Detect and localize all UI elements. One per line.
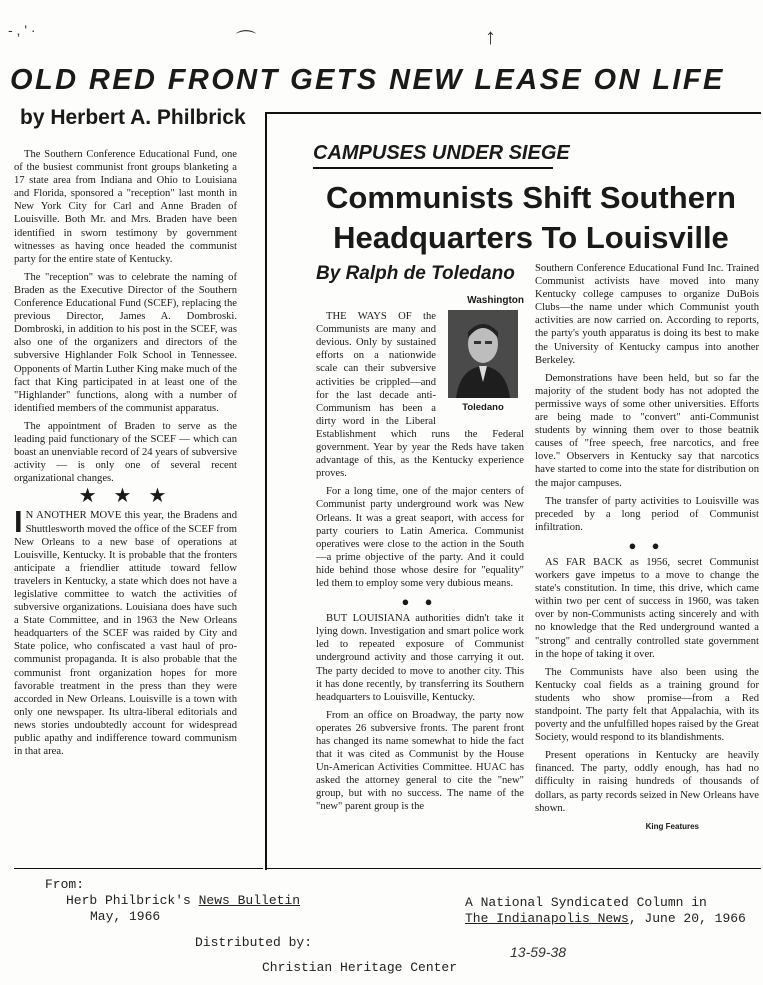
middle-paragraph-1: THE WAYS OF the Communists are many and devious. Only by sustained efforts on a nationwide scale can their subversive activities be crippled—and for the last decade anti-Communism has been a dirty word in the Liberal Establishment which runs the Federal government. Year by year the Reds have taken advantage of this, as the Kentucky experience proves. — [316, 311, 524, 480]
drop-cap: I — [14, 504, 23, 540]
left-paragraph-1: The Southern Conference Educational Fund, one of the busiest communist front groups blanketing a 17 state area from Indiana and Ohio to Louisiana and Florida, sponsored a "reception" last month in New York City for Carl and Anne Braden of Louisville. Both Mr. and Mrs. Braden have been identified in sworn testimony by government witnesses as having once headed the communist party for the entire state of Kentucky. — [14, 149, 237, 265]
stray-mark-b: ↑ — [485, 24, 496, 49]
paper-date: , June 20, 1966 — [628, 911, 746, 926]
footer-rule-right — [265, 868, 761, 869]
handwritten-file-number: 13-59-38 — [510, 944, 567, 960]
middle-paragraph-2: For a long time, one of the major centers of Communist party underground work was New Orleans. It was a great seaport, with access for party couriers to Latin America. Communist operatives were close to the action in the South—a prime objective of the party. And it could hide behind those whose desire for "equality" led them to employ some very dubious means. — [316, 486, 524, 589]
section-stars: ★ ★ ★ — [78, 485, 173, 508]
syndicate-credit: King Features — [645, 821, 699, 831]
middle-paragraph-4: From an office on Broadway, the party now operates 26 subversive fronts. The parent front has changed its name somewhat to hide the fact that it was cited as Communist by the House Un-American Activities Committee. HUAC has asked the attorney general to cite the "new" group, but with no success. The name of the "new" parent group is the — [316, 709, 524, 813]
kicker-heading: CAMPUSES UNDER SIEGE — [313, 142, 570, 164]
bulletin-line — [66, 893, 300, 908]
toledano-byline: By Ralph de Toledano — [316, 263, 515, 284]
section-dots-2: ● ● — [628, 537, 666, 553]
article-title-line-1: Communists Shift Southern — [326, 180, 736, 215]
article-title — [300, 178, 762, 258]
left-paragraph-2: The "reception" was to celebrate the naming of Braden as the Executive Director of the Southern Conference Educational Fund (SCEF), replacing the previous Director, James A. Dombroski. Dombroski, in addition to his post in the SCEF, was also one of the organizers and directors of the subversive Highlander Folk School in Tennessee. Opponents of Martin Luther King make much of the fact that King participated in at least one of the "Highlander" functions, along with a number of identified members of the communist apparatus. — [14, 271, 237, 414]
distributed-label: Distributed by: — [195, 935, 313, 950]
stray-mark-a: ⌒ — [236, 30, 256, 52]
footer-rule-left — [14, 868, 263, 869]
middle-paragraph-3: BUT LOUISIANA authorities didn't take it lying down. Investigation and smart police work led to repeated exposure of Communist underground activity and those carrying it out. The party decided to move to another city. This it has done recently, by transferring its Southern headquarters to Louisville, Kentucky. — [316, 613, 524, 703]
author-photo — [442, 310, 524, 414]
paper-name: The Indianapolis News — [465, 911, 629, 926]
right-paragraph-5: The Communists have also been using the Kentucky coal fields as a training ground for students who show promise—from a Red standpoint. The party felt that Appalachia, with its poverty and the unfulfilled hopes raised by the Great Society, would respond to its blandishments. — [535, 666, 759, 744]
bulletin-name: News Bulletin — [198, 893, 301, 908]
dateline: Washington — [467, 295, 524, 306]
right-paragraph-1: Southern Conference Educational Fund Inc. Trained Communist activists have moved into many Kentucky college campuses to organize DuBois Clubs—the name under which Communist youth activities are now carried on. According to reports, the party's youth apparatus is doing its best to make the University of Kentucky campus into another Berkeley. — [535, 263, 759, 366]
right-paragraph-3: The transfer of party activities to Louisville was preceded by a long period of Communist infiltration. — [535, 495, 759, 533]
top-rule — [265, 112, 761, 114]
bulletin-date: May, 1966 — [90, 909, 161, 924]
from-label: From: — [45, 877, 85, 892]
paper-line — [465, 911, 746, 926]
kicker-underline — [313, 167, 553, 169]
left-paragraph-4-text: N ANOTHER MOVE this year, the Bradens and Shuttlesworth moved the office of the SCEF from New Orleans to a new base of operations at Louisville, Kentucky. It is probable that the fronters anticipate a friendlier attitude toward fellow travelers in Kentucky, a state which does not have a legislative committee to watch the activities of subversive organizations. Louisiana does have such a State Committee, and in 1963 the New Orleans headquarters of the SCEF was raided by City and State police, who confiscated a vast haul of pro-communist propaganda. It is also probable that the communist front organization hopes for more favorable treatment in the press than they were accorded in New Orleans. Louisville is a town with only one newspaper. Its ultra-liberal editorials and news stories undoubtedly account for widespread public apathy and indifference toward communism in that area. — [14, 510, 237, 758]
left-paragraph-3: The appointment of Braden to serve as the leading paid functionary of the SCEF — which can boast an unenviable record of 24 years of subversive activity — is only one of several recent organizational changes. — [14, 420, 237, 485]
left-paragraph-4 — [14, 504, 237, 758]
right-paragraph-4: AS FAR BACK as 1956, secret Communist workers gave impetus to a move to change the state's constitution. In time, this drive, which came within two per cent of success in 1960, was taken over by non-Communists acting sincerely and with no knowledge that the Red underground wanted a "strong" and centrally controlled state government in the hope of taking it over. — [535, 556, 759, 660]
right-paragraph-6: Present operations in Kentucky are heavily financed. The party, oddly enough, has had no difficulty in raising hundreds of thousands of dollars, as party records seized in New Orleans have shown. — [535, 750, 759, 814]
bulletin-prefix: Herb Philbrick's — [66, 893, 199, 908]
photo-caption: Toledano — [462, 402, 504, 414]
philbrick-byline: by Herbert A. Philbrick — [20, 106, 246, 129]
distributor-name: Christian Heritage Center — [262, 960, 458, 975]
syndicate-line: A National Syndicated Column in — [465, 895, 707, 910]
portrait-image — [448, 310, 518, 398]
left-column — [14, 148, 237, 763]
main-headline: OLD RED FRONT GETS NEW LEASE ON LIFE — [10, 64, 725, 96]
middle-column — [316, 294, 524, 819]
section-dots: ● ● — [401, 594, 439, 610]
right-paragraph-2: Demonstrations have been held, but so far the majority of the student body has not adopted the permissive ways of some other universities. Efforts are being made to "convert" anti-Communist students by winning them over to those beatnik causes of "free speech, free narcotics, and free love." Observers in Kentucky say that narcotics have started to come into the state for distribution on the major campuses. — [535, 372, 759, 489]
right-column — [535, 262, 759, 833]
stray-marks: - , ' · — [8, 22, 36, 38]
column-divider — [265, 112, 267, 870]
article-title-line-2: Headquarters To Louisville — [333, 220, 729, 255]
